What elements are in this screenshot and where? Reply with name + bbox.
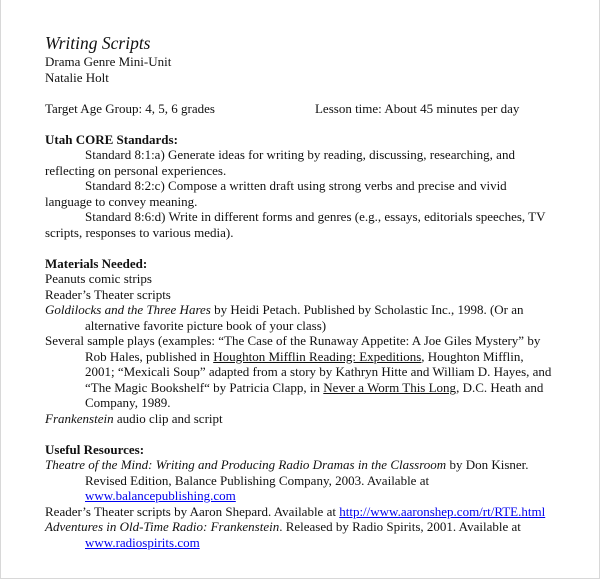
resource-item-cont <box>45 488 585 504</box>
text: “The Magic Bookshelf“ by Patricia Clapp, in <box>85 379 324 395</box>
document-content <box>45 33 585 550</box>
resource-item <box>45 519 585 535</box>
text: Rob Hales, published in <box>85 348 214 364</box>
material-item: Several sample plays (examples: “The Case of the Runaway Appetite: A Joe Giles Mystery” by <box>45 333 541 348</box>
radio-spirits-link[interactable]: www.radiospirits.com <box>85 534 200 550</box>
material-item-cont: 2001; “Mexicali Soup” adapted from a story by Kathryn Hitte and William D. Hayes, and <box>85 364 552 379</box>
target-age: Target Age Group: 4, 5, 6 grades <box>45 100 215 116</box>
book-title: Goldilocks and the Three Hares <box>45 302 211 317</box>
book-title: Frankenstein <box>45 410 114 426</box>
author: Natalie Holt <box>45 69 109 85</box>
text: Reader’s Theater scripts by Aaron Shepard. Available at <box>45 503 340 519</box>
subtitle: Drama Genre Mini-Unit <box>45 54 172 69</box>
resources-heading: Useful Resources: <box>45 441 145 457</box>
document-title: Writing Scripts <box>45 33 151 53</box>
standard-item-cont: language to convey meaning. <box>45 193 198 209</box>
resource-item-cont <box>45 535 585 551</box>
material-item <box>45 411 585 427</box>
resource-item <box>45 457 585 473</box>
book-title: Adventures in Old-Time Radio: Frankenstein <box>45 519 280 534</box>
material-item-cont: alternative favorite picture book of your class) <box>85 317 327 333</box>
text: audio clip and script <box>113 410 223 426</box>
meta-line <box>45 101 585 117</box>
book-title: Houghton Mifflin Reading: Expeditions <box>213 348 422 364</box>
standard-item-cont: reflecting on personal experiences. <box>45 162 227 178</box>
material-item <box>45 302 585 318</box>
standards-heading: Utah CORE Standards: <box>45 131 178 147</box>
book-title: Theatre of the Mind: Writing and Producing Radio Dramas in the Classroom <box>45 457 447 472</box>
standard-item: Standard 8:6:d) Write in different forms and genres (e.g., essays, editorials speeches, TV <box>85 209 546 224</box>
text: , Houghton Mifflin, <box>421 348 524 364</box>
aaronshep-link[interactable]: http://www.aaronshep.com/rt/RTE.html <box>339 503 546 519</box>
material-item-cont <box>45 349 585 365</box>
material-item: Peanuts comic strips <box>45 271 152 286</box>
resource-item <box>45 504 585 520</box>
standard-item: Standard 8:1:a) Generate ideas for writing by reading, discussing, researching, and <box>85 147 515 162</box>
text: by Don Kisner. <box>446 457 529 472</box>
book-title: Never a Worm This Long <box>323 379 457 395</box>
material-item-cont <box>45 380 585 396</box>
lesson-time: Lesson time: About 45 minutes per day <box>314 100 520 116</box>
text: , D.C. Heath and <box>456 379 544 395</box>
standard-item-cont: scripts, responses to various media). <box>45 224 234 240</box>
material-item: Reader’s Theater scripts <box>45 286 171 302</box>
standard-item: Standard 8:2:c) Compose a written draft using strong verbs and precise and vivid <box>85 178 507 193</box>
material-item-cont: Company, 1989. <box>85 395 171 410</box>
resource-item-cont: Revised Edition, Balance Publishing Company, 2003. Available at <box>85 472 430 488</box>
balance-publishing-link[interactable]: www.balancepublishing.com <box>85 488 236 503</box>
materials-heading: Materials Needed: <box>45 255 148 271</box>
text: . Released by Radio Spirits, 2001. Available at <box>279 519 521 534</box>
text: by Heidi Petach. Published by Scholastic Inc., 1998. (Or an <box>210 302 524 317</box>
